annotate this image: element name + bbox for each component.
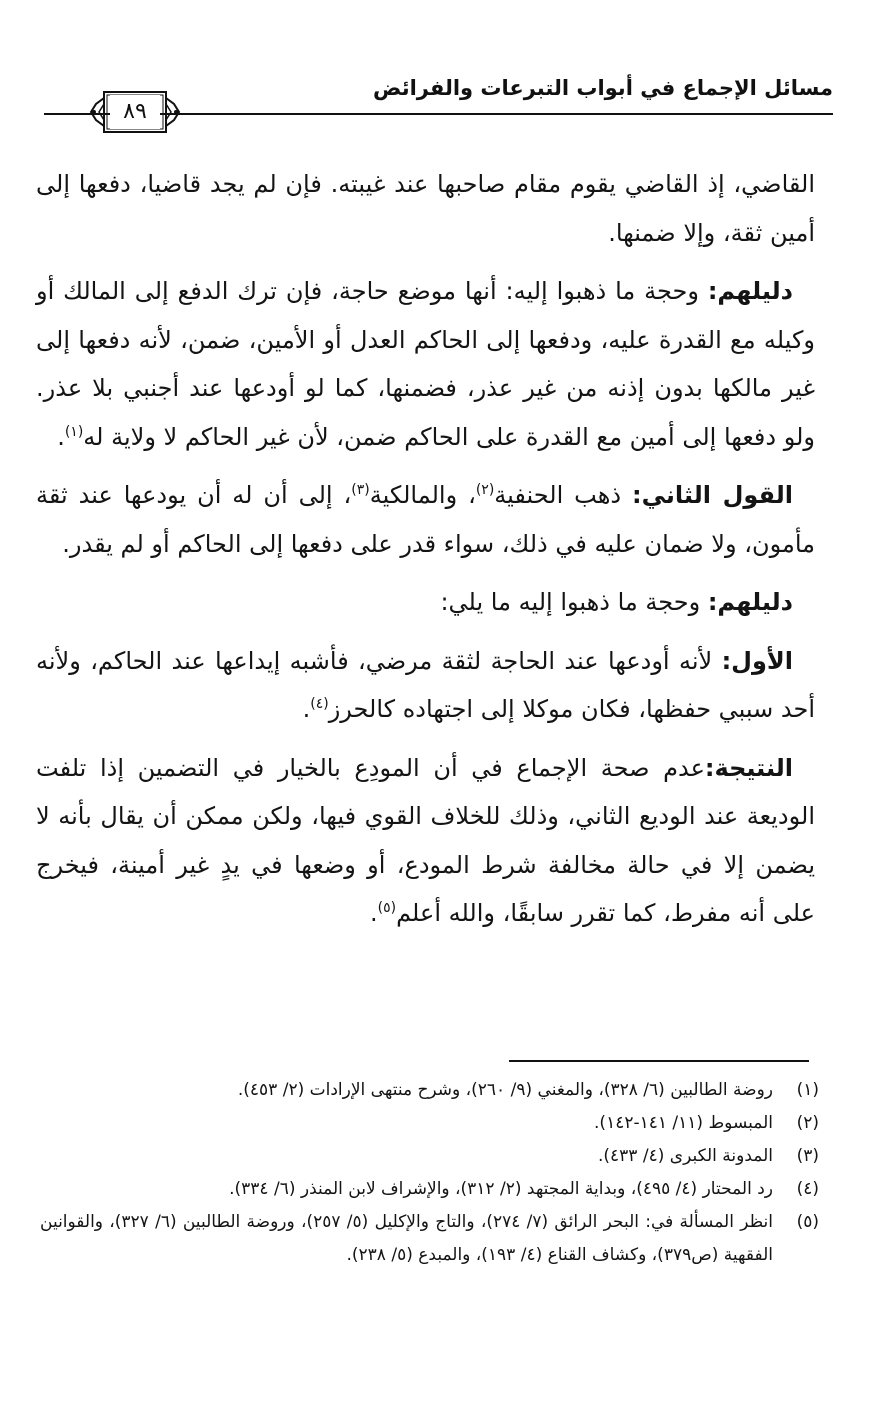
footnote-ref: (١) — [64, 423, 84, 440]
paragraph — [36, 578, 815, 627]
footnote-number: (٥) — [796, 1212, 819, 1232]
footnote-number: (١) — [796, 1080, 819, 1100]
footnote-item — [40, 1107, 819, 1140]
footnote-text: روضة الطالبين (٦/ ٣٢٨)، والمغني (٩/ ٢٦٠)، وشرح منتهى الإرادات (٢/ ٤٥٣). — [237, 1080, 773, 1100]
footnotes — [40, 1074, 819, 1272]
footnote-text: انظر المسألة في: البحر الرائق (٧/ ٢٧٤)، والتاج والإكليل (٥/ ٢٥٧)، وروضة الطالبين (٦/ ٣٢٧)، والقوانين الفقهية (ص٣٧٩)، وكشاف القناع (٤/ ١٩٣)، والمبدع (٥/ ٢٣٨). — [40, 1212, 773, 1265]
paragraph-text: وحجة ما ذهبوا إليه: أنها موضع حاجة، فإن ترك الدفع إلى المالك أو وكيله مع القدرة عليه، ودفعها إلى الحاكم العدل أو الأمين، ضمن، لأنه دفعها إلى غير مالكها بدون إذنه من غير عذر، فضمنها، كما لو أودعها عند أجنبي بلا عذر. ولو دفعها إلى أمين مع القدرة على الحاكم ضمن، لأن غير الحاكم لا ولاية له — [36, 277, 815, 451]
paragraph-text: القاضي، إذ القاضي يقوم مقام صاحبها عند غيبته. فإن لم يجد قاضيا، دفعها إلى أمين ثقة، وإلا ضمنها. — [36, 170, 815, 247]
paragraph-text: . — [302, 695, 311, 723]
footnote-item — [40, 1140, 819, 1173]
paragraph — [36, 471, 815, 568]
page-number-frame — [88, 90, 182, 134]
paragraph — [36, 637, 815, 734]
footnote-text: المدونة الكبرى (٤/ ٤٣٣). — [598, 1146, 773, 1166]
paragraph-text: . — [369, 899, 378, 927]
main-text — [36, 160, 815, 948]
paragraph — [36, 744, 815, 938]
footnote-number: (٤) — [796, 1179, 819, 1199]
footnote-item — [40, 1074, 819, 1107]
paragraph-term: القول الثاني: — [632, 481, 793, 509]
footnote-separator — [509, 1060, 809, 1062]
paragraph-term: دليلهم: — [707, 588, 793, 616]
footnote-number: (٣) — [796, 1146, 819, 1166]
footnote-ref: (٤) — [310, 696, 329, 712]
footnote-number: (٢) — [796, 1113, 819, 1133]
footnote-ref: (٥) — [377, 900, 397, 916]
footnote-item — [40, 1206, 819, 1272]
footnote-ref: (٢) — [475, 482, 495, 498]
paragraph-text: ذهب الحنفية — [494, 481, 633, 509]
page-number: ٨٩ — [110, 95, 160, 129]
footnote-text: المبسوط (١١/ ١٤١-١٤٢). — [594, 1113, 773, 1133]
paragraph-term: الأول: — [721, 646, 793, 675]
paragraph-term: دليلهم: — [707, 277, 793, 305]
paragraph-text: عدم صحة الإجماع في أن المودِع بالخيار في التضمين إذا تلفت الوديعة عند الوديع الثاني، وذلك للخلاف القوي فيها، ولكن ممكن أن يقال بأنه لا يضمن إلا في حالة مخالفة شرط المودع، أو وضعها في يدٍ غير أمينة، فيخرج على أنه مفرط، كما تقرر سابقًا، والله أعلم — [36, 753, 815, 927]
footnote-ref: (٣) — [351, 482, 370, 498]
paragraph-text: لأنه أودعها عند الحاجة لثقة مرضي، فأشبه إيداعها عند الحاكم، ولأنه أحد سببي حفظها، فكان موكلا إلى اجتهاده كالحرز — [36, 646, 815, 723]
paragraph-text: . — [57, 422, 65, 451]
paragraph-term: النتيجة: — [704, 753, 793, 782]
footnote-item — [40, 1173, 819, 1206]
paragraph-text: وحجة ما ذهبوا إليه ما يلي: — [440, 588, 708, 616]
paragraph-text: ، إلى أن له أن يودعها عند ثقة مأمون، ولا ضمان عليه في ذلك، سواء قدر على دفعها إلى الحاكم أو لم يقدر. — [36, 481, 815, 558]
paragraph — [36, 160, 815, 257]
paragraph-text: ، والمالكية — [369, 481, 476, 509]
running-header-title: مسائل الإجماع في أبواب التبرعات والفرائض — [373, 76, 833, 100]
paragraph — [36, 267, 815, 461]
footnote-text: رد المحتار (٤/ ٤٩٥)، وبداية المجتهد (٢/ ٣١٢)، والإشراف لابن المنذر (٦/ ٣٣٤). — [229, 1179, 773, 1199]
